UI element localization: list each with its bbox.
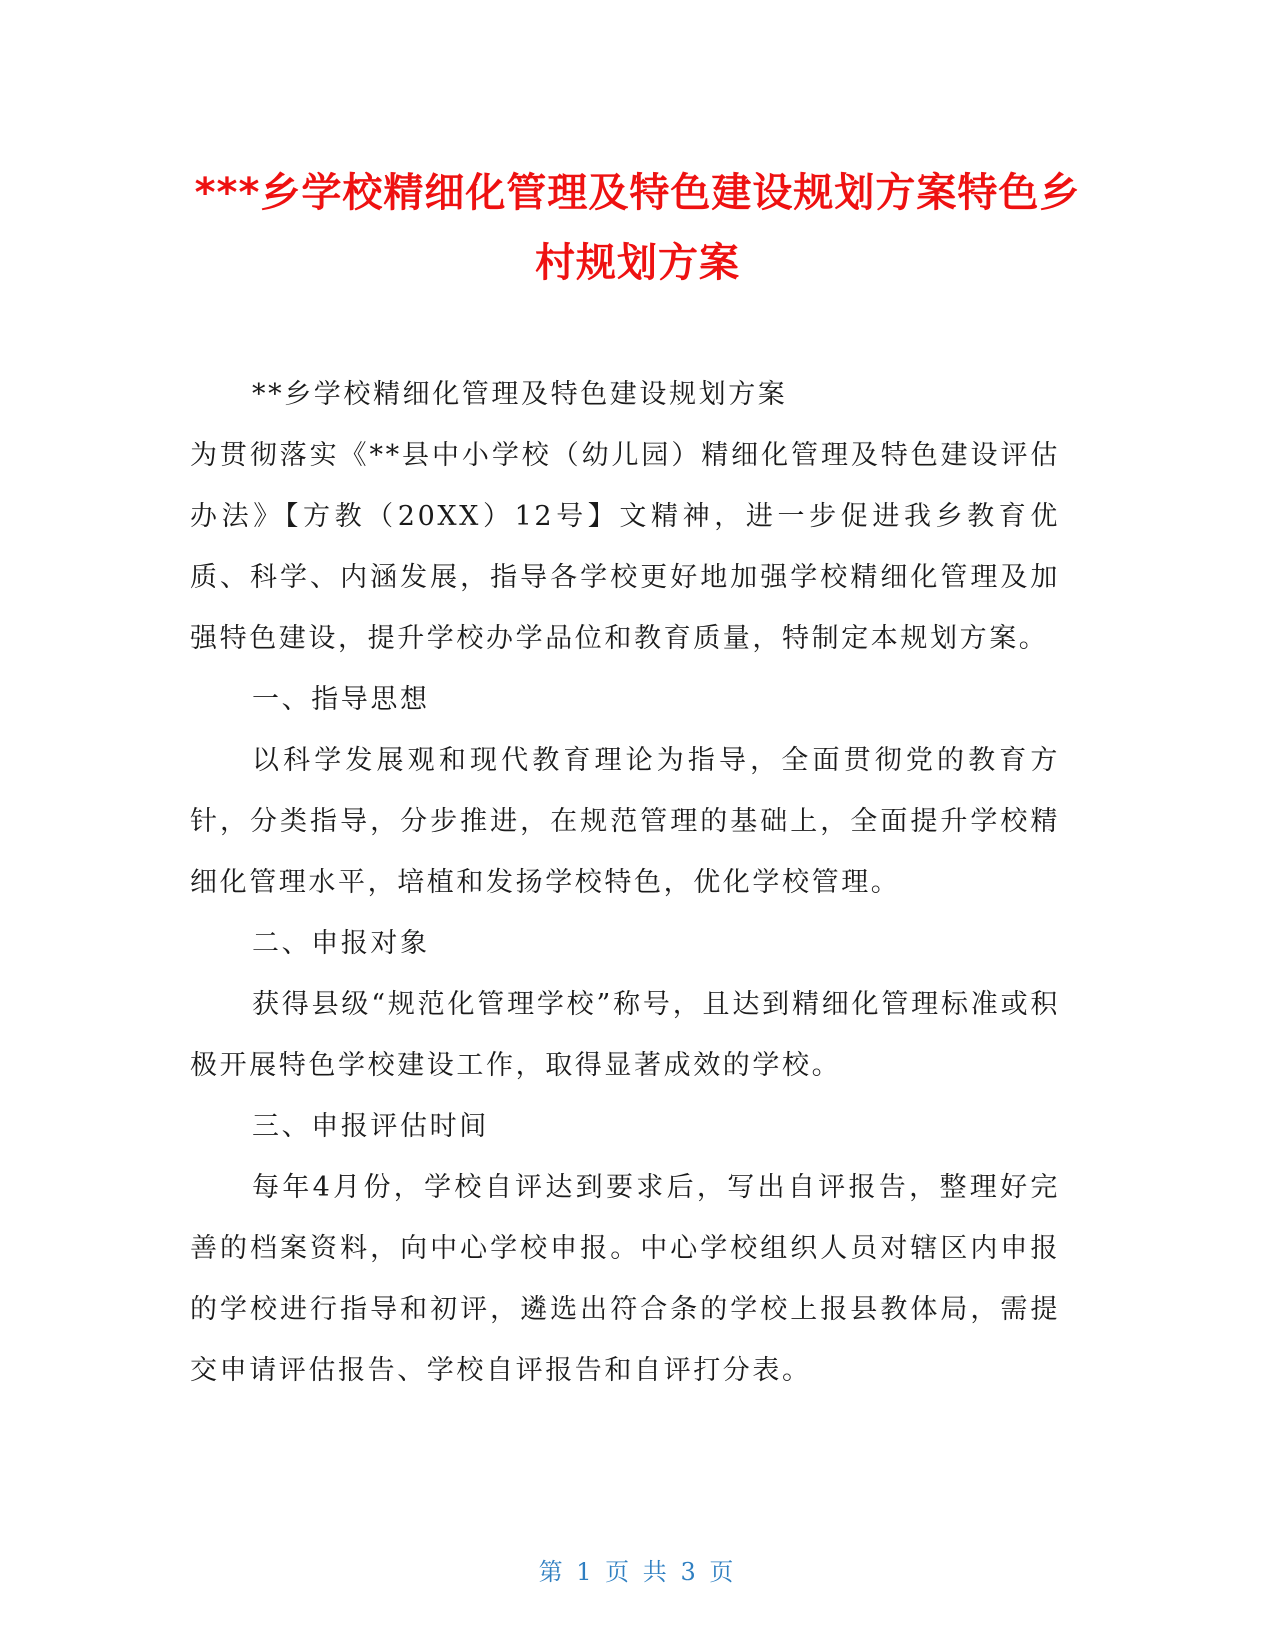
document-body bbox=[190, 364, 1060, 1401]
paragraph-subtitle: **乡学校精细化管理及特色建设规划方案 bbox=[252, 379, 788, 410]
section-heading-guiding-ideology: 一、指导思想 bbox=[252, 684, 430, 715]
paragraph-evaluation-time: 每年4月份，学校自评达到要求后，写出自评报告，整理好完善的档案资料，向中心学校申报。中心学校组织人员对辖区内申报的学校进行指导和初评，遴选出符合条的学校上报县教体局，需提交申请评估报告、学校自评报告和自评打分表。 bbox=[190, 1172, 1060, 1386]
section-heading-applicants: 二、申报对象 bbox=[252, 928, 430, 959]
page-number-footer: 第 1 页 共 3 页 bbox=[538, 1558, 737, 1586]
document-title: ***乡学校精细化管理及特色建设规划方案特色乡村规划方案 bbox=[194, 170, 1081, 286]
section-heading-evaluation-time: 三、申报评估时间 bbox=[252, 1111, 489, 1142]
paragraph-intro: 为贯彻落实《**县中小学校（幼儿园）精细化管理及特色建设评估办法》【方教（20XX）12号】文精神，进一步促进我乡教育优质、科学、内涵发展，指导各学校更好地加强学校精细化管理及加强特色建设，提升学校办学品位和教育质量，特制定本规划方案。 bbox=[190, 440, 1060, 654]
paragraph-applicants: 获得县级“规范化管理学校”称号，且达到精细化管理标准或积极开展特色学校建设工作，取得显著成效的学校。 bbox=[190, 989, 1060, 1081]
paragraph-guiding-ideology: 以科学发展观和现代教育理论为指导，全面贯彻党的教育方针，分类指导，分步推进，在规范管理的基础上，全面提升学校精细化管理水平，培植和发扬学校特色，优化学校管理。 bbox=[190, 745, 1060, 898]
